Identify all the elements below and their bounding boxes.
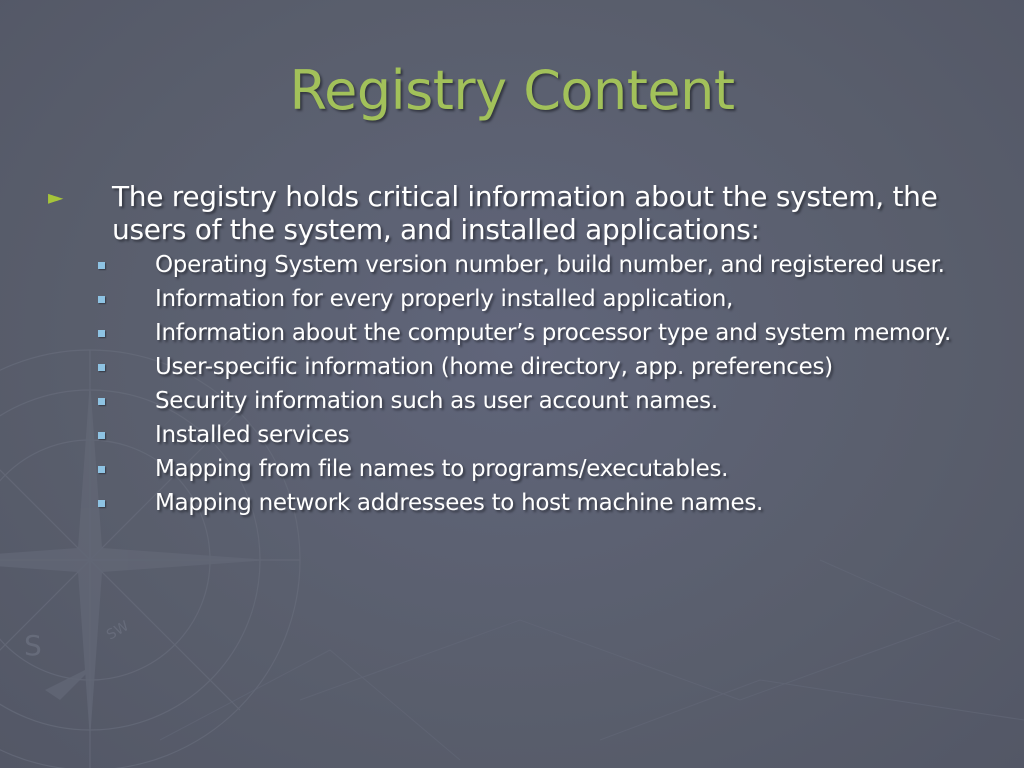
triangle-bullet-icon: ► (48, 185, 64, 209)
list-item-text: Information for every properly installed application, (155, 286, 734, 312)
main-bullet-point (48, 180, 982, 246)
square-bullet-icon (98, 432, 105, 439)
square-bullet-icon (98, 500, 105, 507)
list-item-text: Security information such as user account names. (155, 388, 718, 414)
square-bullet-icon (98, 466, 105, 473)
list-item (155, 252, 975, 278)
list-item-text: Installed services (155, 422, 350, 448)
list-item (155, 354, 975, 380)
list-item (155, 388, 975, 414)
list-item (155, 456, 975, 482)
square-bullet-icon (98, 262, 105, 269)
sub-bullet-list (0, 252, 1024, 516)
main-bullet-text: The registry holds critical information about the system, the users of the system, and installed applications: (112, 180, 938, 246)
slide-body (0, 180, 1024, 524)
list-item-text: Operating System version number, build number, and registered user. (155, 252, 945, 278)
square-bullet-icon (98, 330, 105, 337)
square-bullet-icon (98, 398, 105, 405)
square-bullet-icon (98, 296, 105, 303)
list-item (155, 422, 975, 448)
square-bullet-icon (98, 364, 105, 371)
svg-text:SW: SW (104, 618, 132, 644)
svg-text:S: S (24, 629, 42, 662)
list-item (155, 320, 975, 346)
list-item-text: Mapping network addressees to host machine names. (155, 490, 764, 516)
list-item-text: User-specific information (home directory, app. preferences) (155, 354, 833, 380)
list-item (155, 286, 975, 312)
list-item (155, 490, 975, 516)
list-item-text: Mapping from file names to programs/executables. (155, 456, 729, 482)
list-item-text: Information about the computer’s processor type and system memory. (155, 320, 951, 346)
slide-title: Registry Content (289, 59, 735, 122)
